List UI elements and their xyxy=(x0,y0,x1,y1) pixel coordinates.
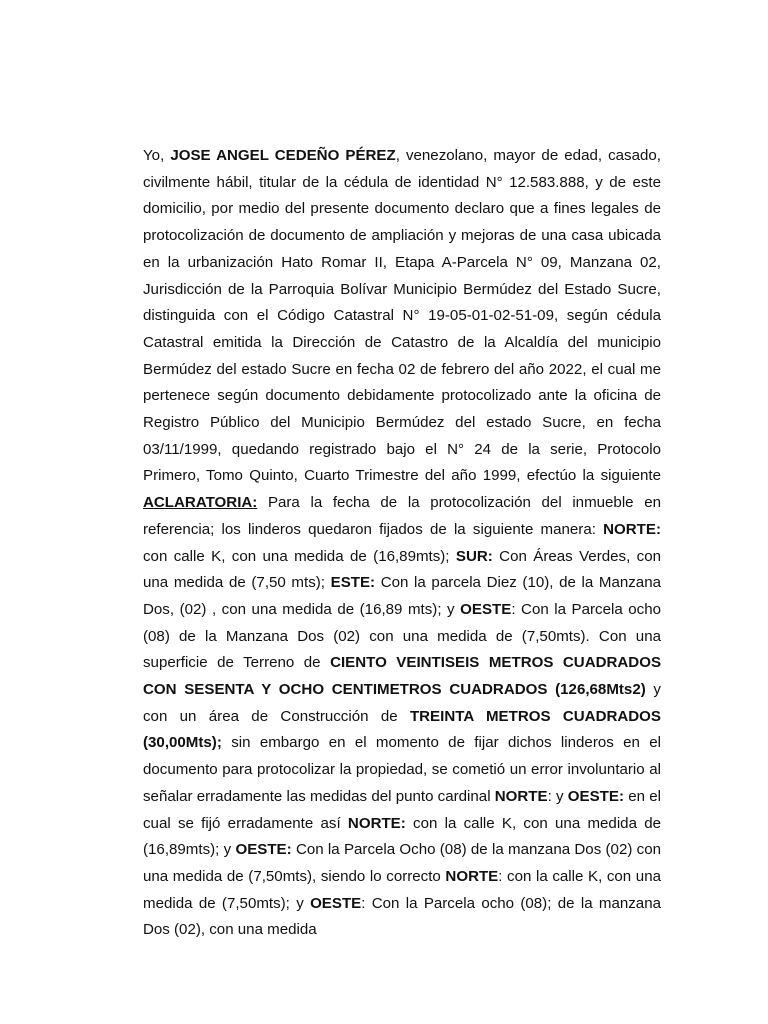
bold-text-run: OESTE xyxy=(460,600,512,618)
text-run: : Con la Parcela ocho (08) de la Manzana Dos (02) con una medida de (7,50mts). Con una superficie de Terreno de xyxy=(143,600,661,672)
bold-text-run: NORTE xyxy=(445,867,499,885)
bold-text-run: NORTE: xyxy=(347,814,406,832)
bold-text-run: OESTE: xyxy=(567,787,624,805)
document-body-paragraph xyxy=(143,143,661,944)
text-run: , venezolano, mayor de edad, casado, civilmente hábil, titular de la cédula de identidad N° 12.583.888, y de este domicilio, por medio del presente documento declaro que a fines legales de protocolización de documento de ampliación y mejoras de una casa ubicada en la urbanización Hato Romar II, Etapa A-Parcela N° 09, Manzana 02, Jurisdicción de la Parroquia Bolívar Municipio Bermúdez del Estado Sucre, distinguida con el Código Catastral N° 19-05-01-02-51-09, según cédula Catastral emitida la Dirección de Catastro de la Alcaldía del municipio Bermúdez del estado Sucre en fecha 02 de febrero del año 2022, el cual me pertenece según documento debidamente protocolizado ante la oficina de Registro Público del Municipio Bermúdez del estado Sucre, en fecha 03/11/1999, quedando registrado bajo el N° 24 de la serie, Protocolo Primero, Tomo Quinto, Cuarto Trimestre del año 1999, efectúo la siguiente xyxy=(143,147,661,485)
text-run: en el cual se fijó erradamente así xyxy=(143,787,661,832)
text-run: con la calle K, con una medida de (16,89mts); y xyxy=(143,814,662,859)
text-run: Con Áreas Verdes, con una medida de (7,50 mts); xyxy=(143,547,661,592)
bold-text-run: OESTE xyxy=(310,894,362,912)
bold-text-run: OESTE: xyxy=(235,841,292,859)
text-run: y con un área de Construcción de xyxy=(143,681,661,725)
bold-text-run: ESTE: xyxy=(330,574,376,592)
text-run: : con la calle K, con una medida de (7,50mts); y xyxy=(143,867,661,912)
text-run: : y xyxy=(547,787,568,805)
bold-text-run: NORTE xyxy=(494,787,548,805)
bold-text-run: SUR: xyxy=(455,547,493,565)
text-run: Con la parcela Diez (10), de la Manzana Dos, (02) , con una medida de (16,89 mts); y xyxy=(143,574,661,618)
bold-text-run: ACLARATORIA: xyxy=(143,494,258,512)
text-run: sin embargo en el momento de fijar dichos linderos en el documento para protocolizar la propiedad, se cometió un error involuntario al señalar erradamente las medidas del punto cardinal xyxy=(143,734,661,805)
text-run: Para la fecha de la protocolización del inmueble en referencia; los linderos quedaron fijados de la siguiente manera: xyxy=(143,494,661,538)
bold-text-run: CIENTO VEINTISEIS METROS CUADRADOS CON SESENTA Y OCHO CENTIMETROS CUADRADOS (126,68Mts2) xyxy=(143,654,662,699)
bold-text-run: TREINTA METROS CUADRADOS (30,00Mts); xyxy=(143,707,661,752)
bold-text-run: JOSE ANGEL CEDEÑO PÉREZ xyxy=(170,147,396,164)
bold-text-run: NORTE: xyxy=(603,520,661,538)
text-run: con calle K, con una medida de (16,89mts); xyxy=(143,547,456,565)
text-run: Yo, xyxy=(143,147,171,164)
text-run: : Con la Parcela ocho (08); de la manzana Dos (02), con una medida xyxy=(143,894,661,939)
text-run: Con la Parcela Ocho (08) de la manzana Dos (02) con una medida de (7,50mts), siendo lo correcto xyxy=(143,841,661,885)
